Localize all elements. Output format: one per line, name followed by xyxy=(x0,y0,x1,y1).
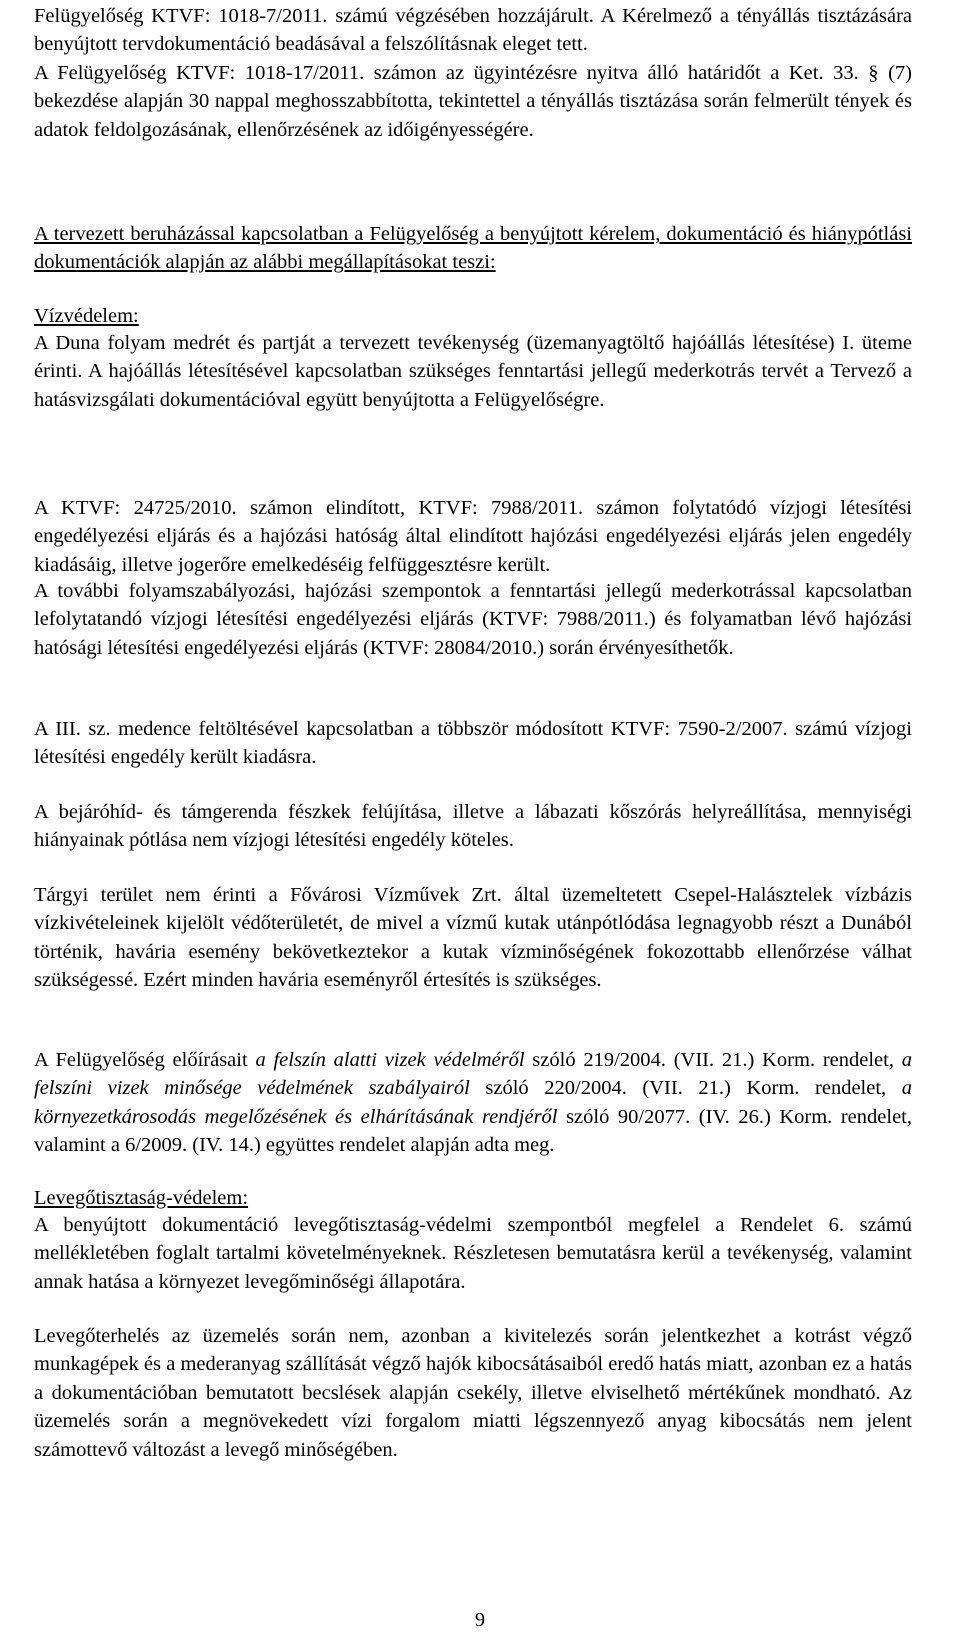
heading-vizvedelem: Vízvédelem: xyxy=(34,305,139,327)
paragraph-3-underlined: A tervezett beruházással kapcsolatban a Felügyelőség a benyújtott kérelem, dokumentáció és hiánypótlási dokumentációk alapján az alábbi megállapításokat teszi: xyxy=(34,223,912,274)
paragraph-8: A bejáróhíd- és támgerenda fészkek felújítása, illetve a lábazati kőszórás helyreállítása, mennyiségi hiányainak pótlása nem vízjogi létesítési engedély köteles. xyxy=(34,801,912,852)
page-number: 9 xyxy=(474,1609,486,1631)
paragraph-10 xyxy=(34,1046,912,1160)
paragraph-11: A benyújtott dokumentáció levegőtisztaság-védelmi szempontból megfelel a Rendelet 6. számú mellékletében foglalt tartalmi követelményeknek. Részletesen bemutatásra kerül a tevékenység, valamint annak hatása a környezet levegőminőségi állapotára. xyxy=(34,1214,912,1293)
paragraph-2: A Felügyelőség KTVF: 1018-17/2011. számon az ügyintézésre nyitva álló határidőt a Ket. 33. § (7) bekezdése alapján 30 nappal meghosszabbította, tekintettel a tényállás tisztázása során felmerült tények és adatok feldolgozásának, ellenőrzésének az időigényességére. xyxy=(34,62,912,141)
paragraph-10-text-e: szóló 220/2004. (VII. 21.) Korm. rendelet, xyxy=(469,1077,902,1100)
paragraph-4: A Duna folyam medrét és partját a tervezett tevékenység (üzemanyagtöltő hajóállás létesítése) I. üteme érinti. A hajóállás létesítésével kapcsolatban szükséges fenntartási jellegű mederkotrás tervét a Tervező a hatásvizsgálati dokumentációval együtt benyújtotta a Felügyelőségre. xyxy=(34,332,912,411)
paragraph-9: Tárgyi terület nem érinti a Fővárosi Vízművek Zrt. által üzemeltetett Csepel-Halásztelek vízbázis vízkivételeinek kijelölt védőterületét, de mivel a vízmű kutak utánpótlódása legnagyobb részt a Dunából történik, havária esemény bekövetkeztekor a kutak vízminőségének fokozottabb ellenőrzése válhat szükségessé. Ezért minden havária eseményről értesítés is szükséges. xyxy=(34,884,912,992)
paragraph-12: Levegőterhelés az üzemelés során nem, azonban a kivitelezés során jelentkezhet a kotrást végző munkagépek és a mederanyag szállítását végző hajók kibocsátásaiból eredő hatás miatt, azonban ez a hatás a dokumentációban bemutatott becslések alapján csekély, illetve elviselhető mértékűnek mondható. Az üzemelés során a megnövekedett vízi forgalom miatti légszennyező anyag kibocsátás nem jelent számottevő változást a levegő minőségében. xyxy=(34,1325,912,1461)
law-title-3: a környezetkárosodás megelőzésének és elhárításának rendjéről xyxy=(34,1077,912,1128)
heading-levegotisztasag-vedelem: Levegőtisztaság-védelem: xyxy=(34,1187,249,1209)
paragraph-10-text-g: szóló 90/2077. (IV. 26.) Korm. rendelet, valamint a 6/2009. (IV. 14.) együttes rendelet alapján adta meg. xyxy=(34,1105,912,1157)
law-title-1: a felszín alatti vizek védelméről xyxy=(255,1049,525,1071)
paragraph-10-text-c: szóló 219/2004. (VII. 21.) Korm. rendelet, xyxy=(524,1049,902,1071)
paragraph-5: A KTVF: 24725/2010. számon elindított, KTVF: 7988/2011. számon folytatódó vízjogi létesítési engedélyezési eljárás és a hajózási hatóság által elindított hajózási engedélyezési eljárás jelen engedély kiadásáig, illetve jogerőre emelkedéséig felfüggesztésre került. xyxy=(34,497,912,576)
paragraph-7: A III. sz. medence feltöltésével kapcsolatban a többször módosított KTVF: 7590-2/2007. számú vízjogi létesítési engedély került kiadásra. xyxy=(34,718,912,769)
paragraph-1: Felügyelőség KTVF: 1018-7/2011. számú végzésében hozzájárult. A Kérelmező a tényállás tisztázására benyújtott tervdokumentáció beadásával a felszólításnak eleget tett. xyxy=(34,5,912,56)
paragraph-10-text-a: A Felügyelőség előírásait xyxy=(34,1049,256,1071)
paragraph-6: A további folyamszabályozási, hajózási szempontok a fenntartási jellegű mederkotrással kapcsolatban lefolytatandó vízjogi létesítési engedélyezési eljárás (KTVF: 7988/2011.) és folyamatban lévő hajózási hatósági létesítési engedélyezési eljárás (KTVF: 28084/2010.) során érvényesíthetők. xyxy=(34,580,912,659)
law-title-2: a felszíni vizek minősége védelmének szabályairól xyxy=(34,1049,913,1100)
